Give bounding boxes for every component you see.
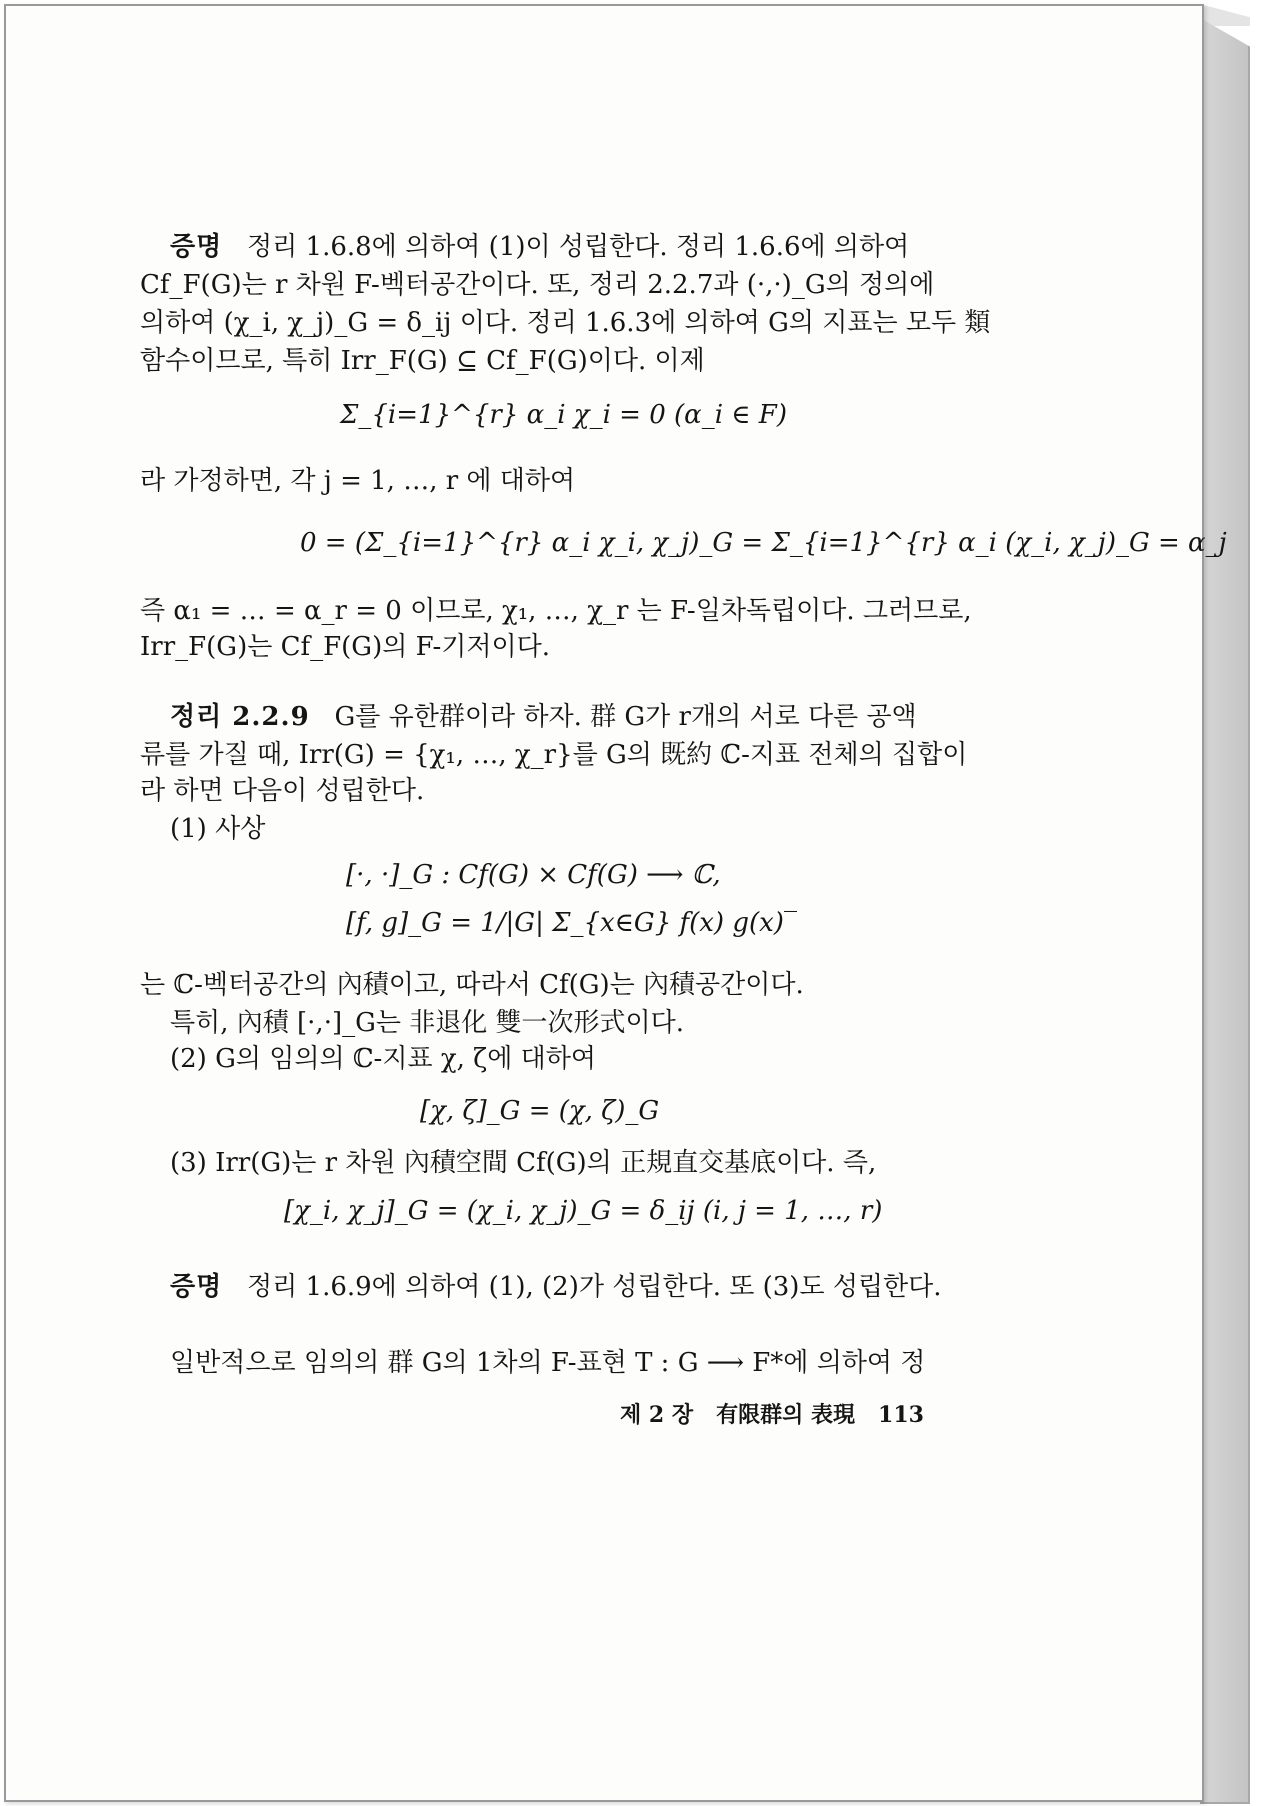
proof1-line6: 즉 α₁ = … = α_r = 0 이므로, χ₁, …, χ_r 는 F-일차독립이다. 그러므로, [140,596,972,626]
theorem-line4: 는 ℂ-벡터공간의 內積이고, 따라서 Cf(G)는 內積공간이다. [140,970,804,1000]
closing-line: 일반적으로 임의의 群 G의 1차의 F-표현 T : G ⟶ F*에 의하여 정 [170,1348,926,1378]
proof1-line2: Cf_F(G)는 r 차원 F-벡터공간이다. 또, 정리 2.2.7과 (·,·)_G의 정의에 [140,270,935,300]
theorem-item3: (3) Irr(G)는 r 차원 內積空間 Cf(G)의 正規直交基底이다. 즉, [170,1148,877,1178]
inner-product-definition: [f, g]_G = 1/|G| Σ_{x∈G} f(x) g(x)‾ [346,908,797,938]
footer-title: 有限群의 表現 [716,1402,856,1428]
equation-3: [χ, ζ]_G = (χ, ζ)_G [420,1096,660,1126]
proof2-heading: 증명 [170,1272,223,1302]
proof1-line1 [170,230,909,264]
proof1-line5: 라 가정하면, 각 j = 1, …, r 에 대하여 [140,466,576,496]
page-number: 113 [878,1402,924,1428]
theorem-heading: 정리 2.2.9 [170,702,310,732]
theorem-line3: 라 하면 다음이 성립한다. [140,776,425,806]
theorem-text-1: G를 유한群이라 하자. 群 G가 r개의 서로 다른 공액 [334,702,917,732]
proof1-heading: 증명 [170,232,223,262]
theorem-line1 [170,700,917,734]
equation-2: 0 = (Σ_{i=1}^{r} α_i χ_i, χ_j)_G = Σ_{i=1}^{r} α_i (χ_i, χ_j)_G = α_j [300,528,1227,558]
proof1-text-1: 정리 1.6.8에 의하여 (1)이 성립한다. 정리 1.6.6에 의하여 [247,232,910,262]
footer-chapter: 제 2 장 [620,1402,694,1428]
proof1-line4: 함수이므로, 특히 Irr_F(G) ⊆ Cf_F(G)이다. 이제 [140,346,705,376]
proof2-line [170,1270,942,1304]
equation-4: [χ_i, χ_j]_G = (χ_i, χ_j)_G = δ_ij (i, j = 1, …, r) [284,1196,883,1226]
proof1-line3: 의하여 (χ_i, χ_j)_G = δ_ij 이다. 정리 1.6.3에 의하여 G의 지표는 모두 類 [140,308,991,338]
map-definition: [·, ·]_G : Cf(G) × Cf(G) ⟶ ℂ, [346,860,721,890]
page-footer [620,1398,924,1432]
book-page-edge [1200,18,1250,1804]
equation-1: Σ_{i=1}^{r} α_i χ_i = 0 (α_i ∈ F) [340,400,787,430]
proof1-line7: Irr_F(G)는 Cf_F(G)의 F-기저이다. [140,632,550,662]
proof2-text: 정리 1.6.9에 의하여 (1), (2)가 성립한다. 또 (3)도 성립한다. [247,1272,942,1302]
theorem-item1: (1) 사상 [170,814,266,844]
theorem-line5: 특히, 內積 [·,·]_G는 非退化 雙一次形式이다. [170,1008,685,1038]
theorem-item2: (2) G의 임의의 ℂ-지표 χ, ζ에 대하여 [170,1044,596,1074]
theorem-line2: 류를 가질 때, Irr(G) = {χ₁, …, χ_r}를 G의 既約 ℂ-지표 전체의 집합이 [140,740,968,770]
